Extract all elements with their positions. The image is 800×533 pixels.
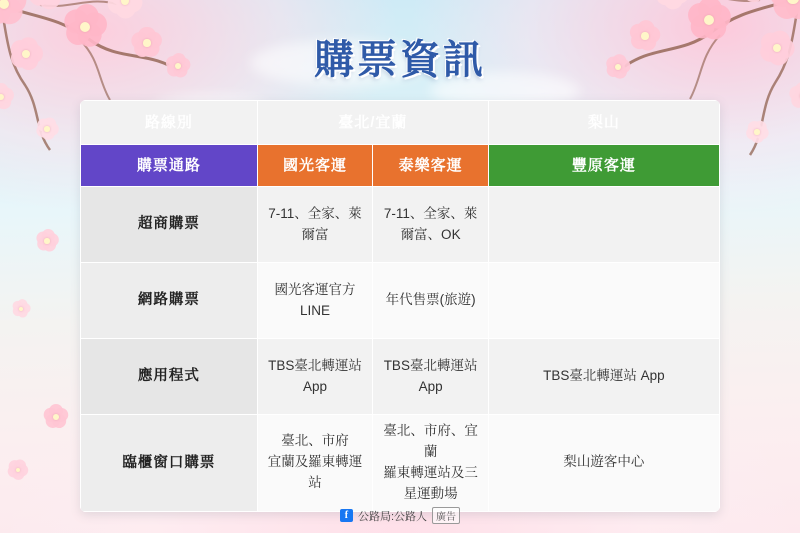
cell-line: 羅東轉運站及三星運動場: [383, 464, 478, 501]
ad-badge: 廣告: [432, 507, 460, 524]
cell-line: TBS臺北轉運站 App: [268, 357, 362, 394]
header-operator-tailo: 泰樂客運: [373, 145, 489, 187]
facebook-icon: f: [340, 509, 353, 522]
row-label-convenience-store: 超商購票: [81, 187, 258, 263]
cell-convenience-kuokuang: [257, 187, 373, 263]
cell-counter-tailo: [373, 415, 489, 512]
cell-app-kuokuang: [257, 339, 373, 415]
ticket-info-table: [80, 100, 720, 512]
cell-line: TBS臺北轉運站 App: [383, 357, 478, 394]
cell-line: 梨山遊客中心: [563, 454, 645, 470]
header-operator-kuokuang: 國光客運: [257, 145, 373, 187]
header-route-label: 路線別: [81, 101, 258, 145]
table-header-channel-row: [81, 145, 720, 187]
cell-app-fengyuan: [488, 339, 719, 415]
ticket-info-card: [80, 100, 720, 512]
footer-source-text: 公路局:公路人: [357, 510, 428, 523]
table-row: [81, 339, 720, 415]
cell-line: 國光客運官方LINE: [274, 281, 356, 318]
table-row: [81, 415, 720, 512]
header-route-lishan: 梨山: [488, 101, 719, 145]
header-route-taipei-yilan: 臺北/宜蘭: [257, 101, 488, 145]
cell-counter-fengyuan: [488, 415, 719, 512]
cell-online-tailo: [373, 263, 489, 339]
cell-line: 宜蘭及羅東轉運站: [267, 454, 363, 491]
table-row: [81, 263, 720, 339]
cell-line: 年代售票(旅遊): [385, 292, 476, 308]
page-title: 購票資訊: [314, 38, 486, 82]
row-label-counter: 臨櫃窗口購票: [81, 415, 258, 512]
header-channel-label: 購票通路: [81, 145, 258, 187]
cell-line: 7-11、全家、萊爾富: [268, 205, 362, 242]
cell-line: 臺北、市府: [281, 433, 349, 449]
cell-convenience-tailo: [373, 187, 489, 263]
cell-app-tailo: [373, 339, 489, 415]
cell-line: 7-11、全家、萊爾富、OK: [383, 205, 478, 242]
cell-online-kuokuang: [257, 263, 373, 339]
cell-line: TBS臺北轉運站 App: [543, 368, 665, 384]
cell-convenience-fengyuan: [488, 187, 719, 263]
cell-counter-kuokuang: [257, 415, 373, 512]
table-header-route-row: [81, 101, 720, 145]
row-label-app: 應用程式: [81, 339, 258, 415]
footer-credit: [0, 507, 800, 524]
cell-line: 臺北、市府、宜蘭: [383, 423, 478, 459]
table-row: [81, 187, 720, 263]
cell-online-fengyuan: [488, 263, 719, 339]
row-label-online: 網路購票: [81, 263, 258, 339]
header-operator-fengyuan: 豐原客運: [488, 145, 719, 187]
